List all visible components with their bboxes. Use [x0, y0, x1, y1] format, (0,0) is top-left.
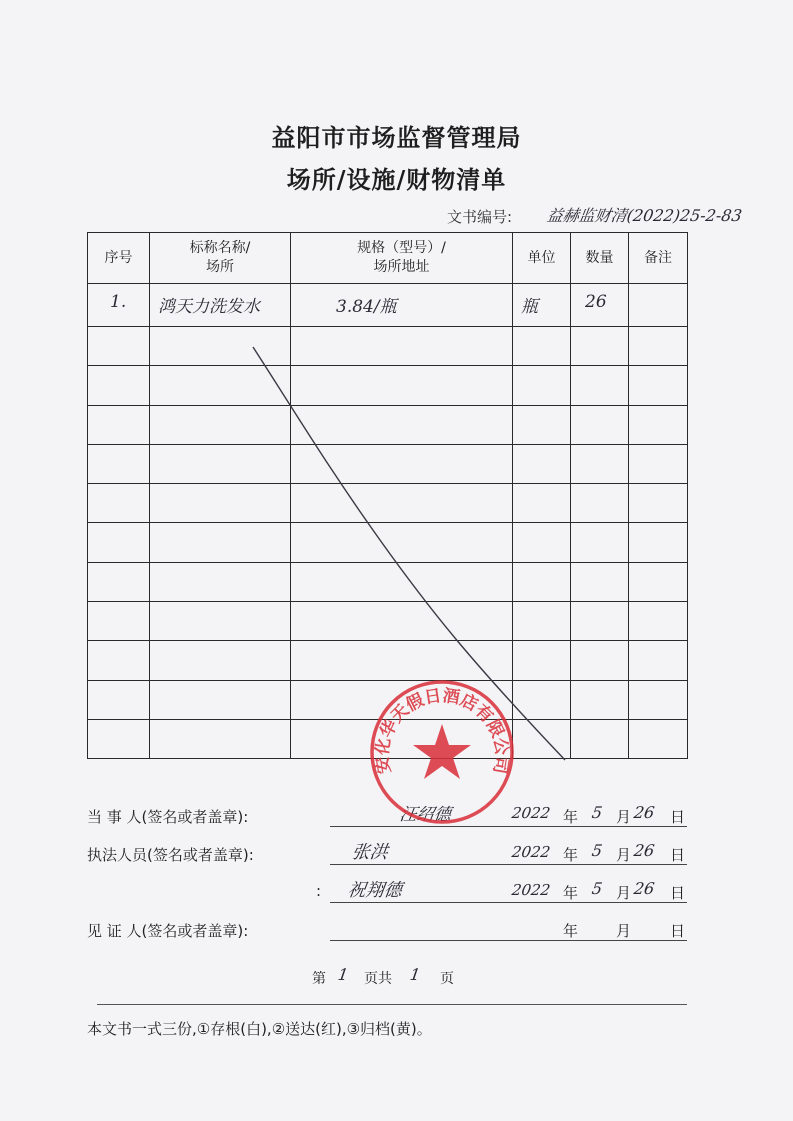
empty-cell: [629, 719, 688, 758]
cell-unit: 瓶: [513, 284, 571, 327]
table-row: [88, 562, 688, 601]
table-row: [88, 405, 688, 444]
cell-no: 1.: [88, 284, 150, 327]
party-day-label: 日: [670, 808, 686, 826]
empty-cell: [513, 405, 571, 444]
officer2-date-year: 2022: [510, 881, 552, 899]
officer2-month-label: 月: [616, 884, 632, 902]
empty-cell: [150, 719, 291, 758]
cell-name: 鸿天力洗发水: [150, 284, 291, 327]
table-row: [88, 523, 688, 562]
witness-year-label: 年: [563, 922, 579, 940]
empty-cell: [571, 562, 629, 601]
empty-cell: [513, 602, 571, 641]
empty-cell: [88, 602, 150, 641]
page-current: 1: [336, 965, 350, 984]
empty-cell: [513, 444, 571, 483]
empty-cell: [88, 562, 150, 601]
empty-cell: [291, 366, 513, 405]
officer1-day-label: 日: [670, 846, 686, 864]
empty-cell: [571, 405, 629, 444]
empty-cell: [571, 484, 629, 523]
empty-cell: [571, 366, 629, 405]
empty-cell: [291, 405, 513, 444]
empty-cell: [88, 719, 150, 758]
officer2-signature: 祝翔德: [346, 880, 404, 901]
copies-footnote: 本文书一式三份,①存根(白),②送达(红),③归档(黄)。: [87, 1020, 432, 1038]
table-row: [88, 327, 688, 366]
empty-cell: [629, 680, 688, 719]
cell-qty: 26: [571, 284, 629, 327]
empty-cell: [291, 523, 513, 562]
officer2-sign-line: [330, 902, 687, 903]
empty-cell: [629, 444, 688, 483]
empty-cell: [629, 602, 688, 641]
party-date-year: 2022: [510, 804, 552, 822]
table-row: [88, 444, 688, 483]
col-header-note: 备注: [629, 233, 688, 284]
empty-cell: [571, 327, 629, 366]
empty-cell: [629, 366, 688, 405]
empty-cell: [629, 641, 688, 680]
empty-cell: [571, 602, 629, 641]
empty-cell: [513, 523, 571, 562]
empty-cell: [629, 327, 688, 366]
officer1-date-day: 26: [632, 841, 656, 860]
party-year-label: 年: [563, 808, 579, 826]
page-suffix: 页: [440, 971, 454, 987]
page-middle: 页共: [364, 971, 392, 987]
officer1-month-label: 月: [616, 846, 632, 864]
officer1-sign-line: [330, 864, 687, 865]
col-header-unit: 单位: [513, 233, 571, 284]
col-header-spec: 规格（型号）/ 场所地址: [291, 233, 513, 284]
cell-spec: 3.84/瓶: [291, 284, 513, 327]
empty-cell: [88, 405, 150, 444]
empty-cell: [291, 602, 513, 641]
agency-title: 益阳市市场监督管理局: [271, 123, 522, 152]
footer-divider: [97, 1004, 687, 1005]
officer2-date-month: 5: [590, 879, 604, 898]
party-date-day: 26: [632, 803, 656, 822]
page-total: 1: [408, 965, 422, 984]
empty-cell: [88, 327, 150, 366]
empty-cell: [150, 523, 291, 562]
party-month-label: 月: [616, 808, 632, 826]
empty-cell: [571, 719, 629, 758]
empty-cell: [88, 680, 150, 719]
officer1-signature: 张洪: [350, 842, 390, 863]
table-row: [88, 484, 688, 523]
officer2-date-day: 26: [632, 879, 656, 898]
empty-cell: [150, 484, 291, 523]
empty-cell: [571, 680, 629, 719]
officer2-prefix: :: [316, 882, 322, 900]
empty-cell: [629, 562, 688, 601]
empty-cell: [629, 484, 688, 523]
document-title: 场所/设施/财物清单: [286, 165, 507, 194]
witness-sign-line: [330, 940, 687, 941]
empty-cell: [291, 562, 513, 601]
page-prefix: 第: [312, 971, 326, 987]
empty-cell: [88, 641, 150, 680]
officer2-year-label: 年: [563, 884, 579, 902]
officer2-day-label: 日: [670, 884, 686, 902]
company-seal-icon: [368, 678, 516, 826]
empty-cell: [629, 523, 688, 562]
officer-label: 执法人员(签名或者盖章):: [87, 846, 254, 864]
empty-cell: [513, 719, 571, 758]
officer1-date-month: 5: [590, 841, 604, 860]
empty-cell: [88, 444, 150, 483]
witness-label: 见 证 人(签名或者盖章):: [87, 922, 249, 940]
empty-cell: [150, 444, 291, 483]
empty-cell: [150, 405, 291, 444]
empty-cell: [513, 484, 571, 523]
doc-number-value: 益赫监财清(2022)25-2-83: [545, 206, 744, 225]
empty-cell: [291, 484, 513, 523]
empty-cell: [150, 602, 291, 641]
empty-cell: [150, 641, 291, 680]
empty-cell: [513, 680, 571, 719]
seal-text: 安化华天假日酒店有限公司: [372, 685, 512, 776]
empty-cell: [150, 680, 291, 719]
empty-cell: [150, 366, 291, 405]
empty-cell: [571, 641, 629, 680]
table-row: [88, 641, 688, 680]
doc-number-label: 文书编号:: [447, 208, 513, 226]
empty-cell: [571, 523, 629, 562]
empty-cell: [88, 366, 150, 405]
empty-cell: [513, 327, 571, 366]
party-signature: 汪绍德: [398, 805, 453, 825]
empty-cell: [150, 327, 291, 366]
table-row: [88, 284, 688, 327]
empty-cell: [88, 523, 150, 562]
col-header-no: 序号: [88, 233, 150, 284]
col-header-qty: 数量: [571, 233, 629, 284]
party-label: 当 事 人(签名或者盖章):: [87, 808, 249, 826]
table-row: [88, 602, 688, 641]
table-header-row: [88, 233, 688, 284]
empty-cell: [291, 444, 513, 483]
empty-cell: [629, 405, 688, 444]
party-date-month: 5: [590, 803, 604, 822]
empty-cell: [291, 327, 513, 366]
witness-month-label: 月: [616, 922, 632, 940]
witness-day-label: 日: [670, 922, 686, 940]
officer1-year-label: 年: [563, 846, 579, 864]
empty-cell: [571, 444, 629, 483]
empty-cell: [150, 562, 291, 601]
empty-cell: [88, 484, 150, 523]
cell-note: [629, 284, 688, 327]
empty-cell: [513, 641, 571, 680]
party-sign-line: [330, 826, 687, 827]
officer1-date-year: 2022: [510, 843, 552, 861]
table-row: [88, 366, 688, 405]
col-header-name: 标称名称/ 场所: [150, 233, 291, 284]
empty-cell: [513, 562, 571, 601]
empty-cell: [291, 641, 513, 680]
empty-cell: [513, 366, 571, 405]
